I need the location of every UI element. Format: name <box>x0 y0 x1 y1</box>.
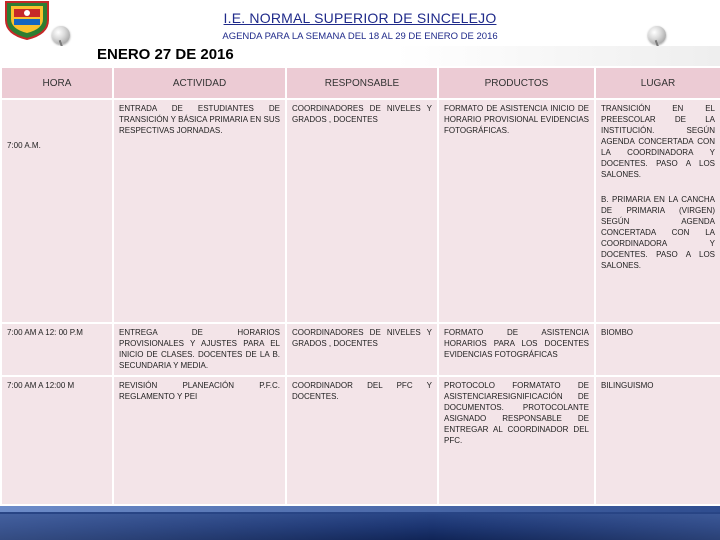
column-header-hora: HORA <box>1 67 113 99</box>
table-row <box>1 99 720 323</box>
agenda-subtitle: AGENDA PARA LA SEMANA DEL 18 AL 29 DE ENERO DE 2016 <box>222 31 498 42</box>
cell-lugar: BILINGUISMO <box>595 376 720 505</box>
cell-productos: FORMATO DE ASISTENCIA INICIO DE HORARIO PROVISIONAL EVIDENCIAS FOTOGRÁFICAS. <box>438 99 595 323</box>
cell-lugar: BIOMBO <box>595 323 720 376</box>
cell-actividad: ENTRADA DE ESTUDIANTES DE TRANSICIÓN Y BÁSICA PRIMARIA EN SUS RESPECTIVAS JORNADAS. <box>113 99 286 323</box>
footer-band <box>0 506 720 540</box>
school-name: I.E. NORMAL SUPERIOR DE SINCELEJO <box>223 10 497 26</box>
agenda-date: ENERO 27 DE 2016 <box>97 46 234 63</box>
column-header-actividad: ACTIVIDAD <box>113 67 286 99</box>
lugar-primaria: B. PRIMARIA EN LA CANCHA DE PRIMARIA (VIRGEN) SEGÚN AGENDA CONCERTADA CON LA COORDINADORA Y DOCENTES. PASO A LOS SALONES. <box>601 195 715 270</box>
cell-hora: 7:00 AM A 12: 00 P.M <box>1 323 113 376</box>
cell-productos: PROTOCOLO FORMATATO DE ASISTENCIARESIGNIFICACIÓN DE DOCUMENTOS. PROTOCOLANTE ASIGNADO RESPONSABLE DE ENTREGAR AL COORDINADOR DEL PFC. <box>438 376 595 505</box>
table-row <box>1 323 720 376</box>
cell-hora: 7:00 A.M. <box>1 99 113 323</box>
cell-lugar <box>595 99 720 323</box>
table-header-row <box>1 67 720 99</box>
cell-responsable: COORDINADORES DE NIVELES Y GRADOS , DOCENTES <box>286 99 438 323</box>
cell-responsable: COORDINADORES DE NIVELES Y GRADOS , DOCENTES <box>286 323 438 376</box>
table-row <box>1 376 720 505</box>
cell-productos: FORMATO DE ASISTENCIA HORARIOS PARA LOS DOCENTES EVIDENCIAS FOTOGRÁFICAS <box>438 323 595 376</box>
column-header-lugar: LUGAR <box>595 67 720 99</box>
column-header-productos: PRODUCTOS <box>438 67 595 99</box>
cell-actividad: ENTREGA DE HORARIOS PROVISIONALES Y AJUSTES PARA EL INICIO DE CLASES. DOCENTES DE LA B. SECUNDARIA Y MEDIA. <box>113 323 286 376</box>
cell-responsable: COORDINADOR DEL PFC Y DOCENTES. <box>286 376 438 505</box>
lugar-transicion: TRANSICIÓN EN EL PREESCOLAR DE LA INSTITUCIÓN. SEGÚN AGENDA CONCERTADA CON LA COORDINADORA Y DOCENTES. PASO A LOS SALONES. <box>601 104 715 179</box>
cell-actividad: REVISIÓN PLANEACIÓN P.F.C. REGLAMENTO Y PEI <box>113 376 286 505</box>
column-header-responsable: RESPONSABLE <box>286 67 438 99</box>
agenda-table <box>0 66 720 506</box>
cell-hora: 7:00 AM A 12:00 M <box>1 376 113 505</box>
